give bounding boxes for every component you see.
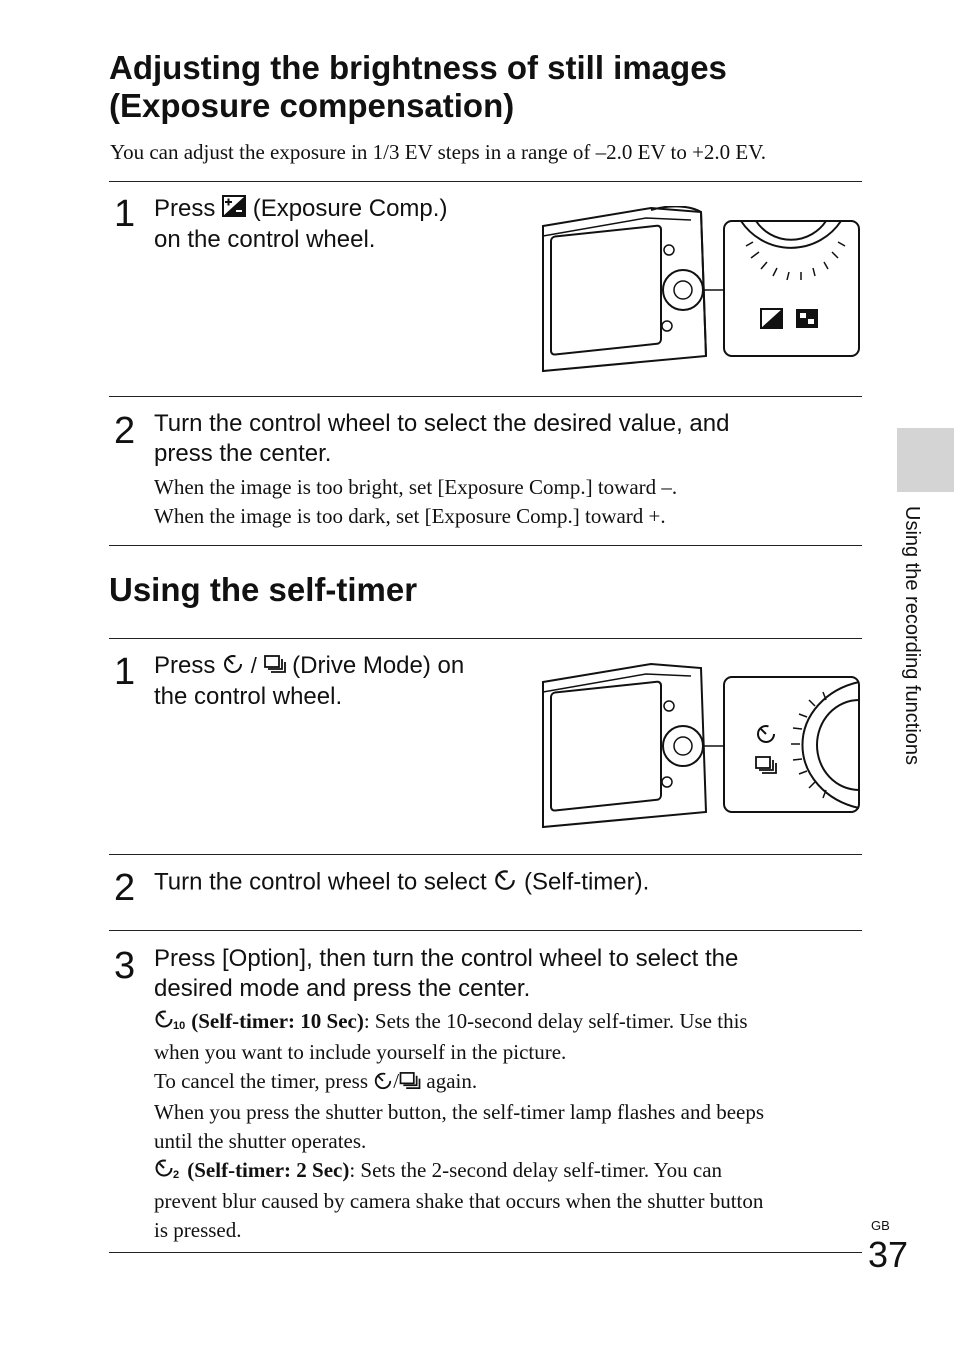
chapter-label: Using the recording functions [901,506,923,766]
mode-name: (Self-timer: 2 Sec) [187,1157,350,1182]
step-instruction [154,944,738,1004]
step-number: 2 [114,410,136,452]
divider [109,854,862,855]
note-line: When the image is too bright, set [Exposure Comp.] toward –. [154,475,678,499]
step-text: desired mode and press the center. [154,975,531,1002]
divider [109,545,862,546]
detail-line: prevent blur caused by camera shake that occurs when the shutter button [154,1189,764,1214]
camera-illustration-drive-mode [541,662,861,830]
step-text: Press [154,652,216,679]
exposure-comp-icon [222,195,246,225]
mode-description: : Sets the 2-second delay self-timer. You can [349,1157,723,1182]
step-text: (Drive Mode) on [292,652,465,679]
step-number: 1 [114,651,136,693]
detail-line: when you want to include yourself in the picture. [154,1040,567,1065]
note-line: When the image is too dark, set [Exposure Comp.] toward +. [154,504,666,528]
step-text: press the center. [154,440,332,467]
section-title-self-timer: Using the self-timer [109,571,418,608]
step-instruction [154,194,447,255]
divider [109,638,862,639]
divider [109,396,862,397]
camera-illustration-exposure [541,206,861,374]
detail-line: until the shutter operates. [154,1128,367,1153]
title-line-1: Adjusting the brightness of still images [109,49,727,86]
divider [109,1252,862,1253]
svg-text:2: 2 [173,1169,180,1180]
step-text: (Self-timer). [523,868,650,896]
step-text: (Exposure Comp.) [252,195,448,222]
intro-text: You can adjust the exposure in 1/3 EV steps in a range of –2.0 EV to +2.0 EV. [110,140,766,164]
step-details: 10 (Self-timer: 10 Sec): Sets the 10-second delay self-timer. Use this when you want to include yourself in the picture. To cancel the timer, press / again. When you press the shutter button, the self-timer lamp flashes and beeps until the shutter operates. 2 (Self-timer: 2 Sec): Sets the 2-second delay self-timer. You can prevent blur caused by camera shake that occurs when the shutter button is pressed. [154,1007,764,1245]
self-timer-icon [493,867,517,899]
step-text: Turn the control wheel to select the desired value, and [154,410,730,437]
step-number: 2 [114,867,136,909]
divider [109,181,862,182]
page-number: 37 [868,1234,909,1275]
mode-name: (Self-timer: 10 Sec) [191,1009,364,1033]
chapter-tab [897,428,954,492]
section-title-exposure [109,49,727,125]
mode-description: : Sets the 10-second delay self-timer. Use this [363,1009,748,1033]
step-text: Press [154,195,216,222]
title-line-2: (Exposure compensation) [109,87,515,124]
svg-text:10: 10 [173,1020,186,1031]
divider [109,930,862,931]
step-instruction [154,867,649,899]
step-instruction: Press / (Drive Mode) on the control wheel. [154,652,465,710]
detail-line: When you press the shutter button, the self-timer lamp flashes and beeps [154,1099,765,1124]
self-timer-2-icon [154,1157,182,1187]
step-number: 3 [114,945,136,987]
step-text: Press [Option], then turn the control wheel to select the [154,945,739,972]
detail-line: is pressed. [154,1218,242,1243]
self-timer-10-icon [154,1008,186,1038]
step-instruction [154,409,729,469]
self-timer-icon [373,1069,393,1098]
continuous-shooting-icon [264,652,286,682]
region-code: GB [871,1218,890,1233]
detail-line: To cancel the timer, press [154,1069,369,1094]
step-text: the control wheel. [154,682,343,710]
step-text: Turn the control wheel to select [154,868,487,896]
continuous-shooting-icon [399,1069,421,1098]
self-timer-icon [222,652,244,682]
detail-line: again. [426,1069,478,1094]
step-note [154,473,677,531]
step-number: 1 [114,193,136,235]
step-text: on the control wheel. [154,225,376,253]
